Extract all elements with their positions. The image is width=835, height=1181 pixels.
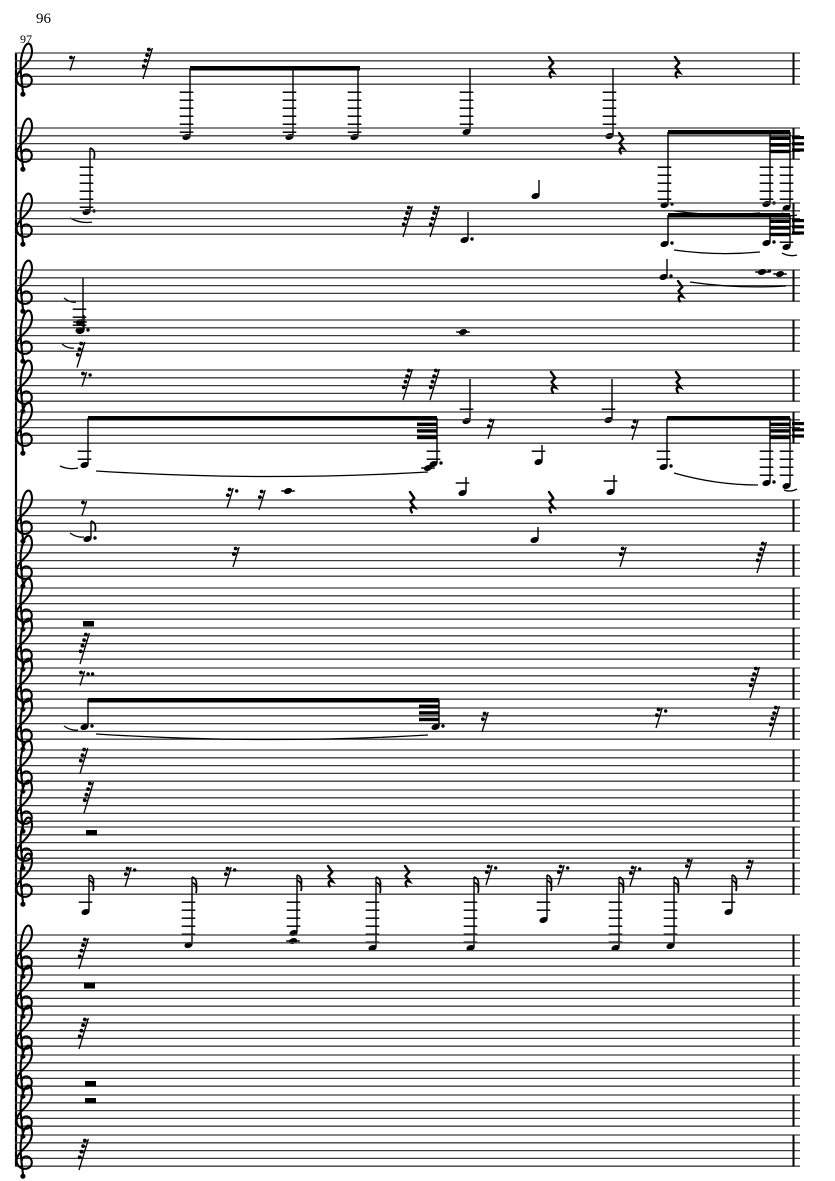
augmentation-dot	[93, 536, 96, 539]
sub-beam	[770, 220, 790, 223]
tie	[60, 466, 78, 469]
sub-beam	[770, 143, 790, 146]
staff-22	[15, 1086, 800, 1139]
whole-rest-icon	[86, 830, 97, 836]
multi-hook-rest-icon	[124, 867, 136, 887]
tie	[64, 726, 78, 730]
sub-beam	[792, 434, 804, 437]
augmentation-dot	[90, 724, 93, 727]
staff-17	[15, 854, 800, 952]
quarter-rest-icon	[678, 281, 683, 301]
sub-beam	[770, 233, 790, 236]
staff-8	[15, 487, 800, 544]
tie	[784, 489, 797, 491]
staff-23	[15, 1126, 800, 1179]
multi-hook-rest-icon	[226, 488, 238, 508]
whole-rest-icon	[83, 621, 94, 627]
sub-beam	[792, 142, 804, 145]
multi-hook-rest-icon	[76, 342, 85, 368]
quarter-rest-icon	[551, 372, 556, 392]
multi-hook-rest-icon	[629, 866, 641, 886]
augmentation-dot	[670, 241, 673, 244]
sub-beam	[417, 429, 437, 432]
staff-19	[15, 966, 800, 1019]
beam	[88, 698, 439, 703]
sub-beam	[792, 225, 804, 228]
staff-11	[15, 619, 800, 672]
whole-rest-icon	[84, 983, 95, 989]
treble-clef-icon	[17, 1126, 32, 1179]
staff-20	[15, 1006, 800, 1059]
treble-clef-icon	[17, 311, 32, 364]
staff-12	[15, 659, 800, 712]
beam	[88, 416, 437, 421]
augmentation-dot	[772, 480, 775, 483]
multi-hook-rest-icon	[481, 712, 488, 732]
multi-hook-rest-icon	[619, 547, 626, 567]
sub-beam	[770, 423, 790, 426]
multi-hook-rest-icon	[429, 369, 440, 400]
beam	[667, 416, 790, 421]
sub-beam	[792, 231, 804, 234]
quarter-rest-icon	[410, 492, 415, 512]
measure-number-97: 97	[20, 32, 32, 46]
multi-hook-rest-icon	[749, 667, 760, 698]
staff-21	[15, 1046, 800, 1099]
beam	[668, 213, 790, 218]
staff-5	[15, 311, 800, 368]
quarter-rest-icon	[549, 57, 554, 77]
quarter-rest-icon	[405, 866, 410, 886]
quarter-rest-icon	[549, 492, 554, 512]
multi-hook-rest-icon	[402, 369, 413, 400]
treble-clef-icon	[17, 781, 32, 834]
sub-beam	[770, 137, 790, 140]
tie	[782, 253, 797, 256]
multi-hook-rest-icon	[224, 867, 236, 887]
augmentation-dot	[470, 237, 473, 240]
multi-hook-rest-icon	[557, 865, 569, 885]
augmentation-dot	[772, 240, 775, 243]
sub-beam	[792, 136, 804, 139]
treble-clef-icon	[17, 194, 32, 247]
sub-beam	[792, 219, 804, 222]
tie	[674, 473, 758, 485]
augmentation-dot	[441, 724, 444, 727]
staff-1	[15, 44, 800, 141]
tie	[96, 471, 428, 477]
quarter-rest-icon	[328, 866, 333, 886]
staff-18	[15, 926, 800, 979]
augmentation-dot	[439, 461, 442, 464]
multi-hook-rest-icon	[485, 865, 497, 885]
sub-beam	[770, 150, 790, 153]
sub-beam	[792, 148, 804, 151]
sub-beam	[770, 436, 790, 439]
multi-hook-rest-icon	[79, 748, 88, 774]
sub-beam	[417, 436, 437, 439]
quarter-rest-icon	[675, 57, 680, 77]
treble-clef-icon	[17, 44, 32, 97]
augmentation-dot	[669, 274, 672, 277]
staff-7	[15, 403, 804, 497]
sub-beam	[419, 705, 439, 708]
eighth-rest-icon	[81, 372, 92, 387]
staff-13	[15, 698, 800, 752]
staff-10	[15, 579, 800, 632]
staff-15	[15, 781, 800, 834]
multi-hook-rest-icon	[142, 48, 153, 79]
quarter-rest-icon	[676, 372, 681, 392]
augmentation-dot	[86, 328, 89, 331]
beam	[190, 66, 360, 71]
staff-14	[15, 741, 800, 794]
sub-beam	[770, 429, 790, 432]
multi-hook-rest-icon	[631, 420, 638, 440]
treble-clef-icon	[17, 119, 32, 172]
staff-6	[15, 361, 800, 425]
whole-rest-icon	[85, 1081, 96, 1087]
sub-beam	[792, 422, 804, 425]
multi-hook-rest-icon	[769, 706, 780, 737]
tie	[62, 344, 74, 348]
multi-hook-rest-icon	[655, 708, 667, 728]
tie	[674, 250, 760, 254]
staff-3	[15, 180, 804, 256]
sub-beam	[770, 226, 790, 229]
multi-hook-rest-icon	[685, 859, 692, 879]
measure-number-96: 96	[36, 11, 51, 27]
sub-beam	[419, 718, 439, 721]
sub-beam	[419, 711, 439, 714]
whole-rest-icon	[85, 1098, 96, 1104]
tie	[70, 533, 84, 537]
sub-beam	[792, 428, 804, 431]
beam	[668, 130, 790, 135]
treble-clef-icon	[17, 261, 32, 314]
sub-beam	[417, 423, 437, 426]
augmentation-dot	[669, 464, 672, 467]
multi-hook-rest-icon	[232, 547, 239, 567]
staff-4	[15, 259, 800, 334]
